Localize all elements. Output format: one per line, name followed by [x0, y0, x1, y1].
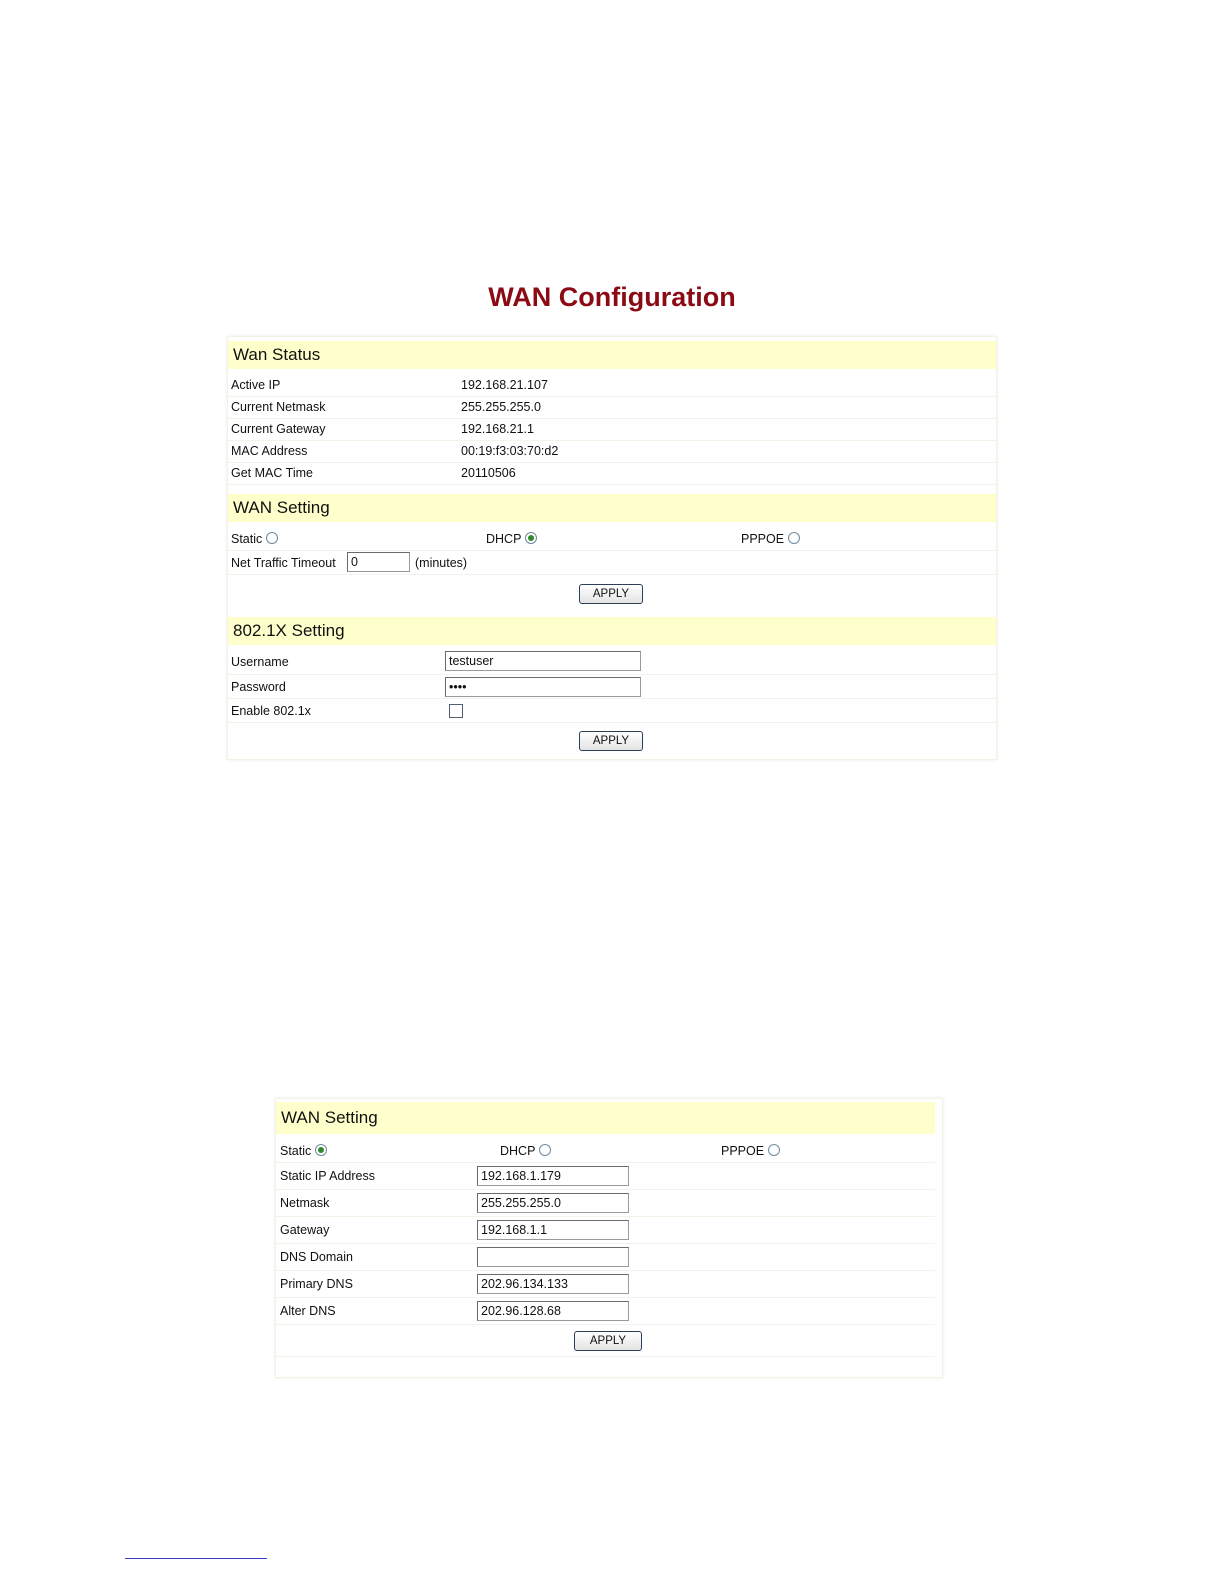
pppoe-radio[interactable] — [768, 1144, 780, 1156]
wan-mode-row — [276, 1139, 935, 1163]
status-value: 192.168.21.1 — [461, 422, 534, 436]
mode-label: DHCP — [500, 1144, 536, 1158]
status-label: Current Netmask — [231, 400, 326, 414]
status-row-mac — [228, 441, 996, 463]
static-wan-panel — [275, 1098, 943, 1378]
password-input[interactable] — [445, 677, 641, 697]
mode-label: DHCP — [486, 532, 522, 546]
dns-domain-input[interactable] — [477, 1247, 629, 1267]
netmask-input[interactable] — [477, 1193, 629, 1213]
alter-dns-input[interactable] — [477, 1301, 629, 1321]
status-label: Active IP — [231, 378, 281, 392]
page-title: WAN Configuration — [488, 282, 736, 312]
wan-apply-button[interactable]: APPLY — [579, 584, 643, 604]
mode-label: Static — [280, 1144, 312, 1158]
field-row-dns-domain — [276, 1244, 935, 1271]
mode-label: PPPOE — [721, 1144, 765, 1158]
field-label: Gateway — [280, 1223, 330, 1237]
field-label: Alter DNS — [280, 1304, 336, 1318]
field-row-netmask — [276, 1190, 935, 1217]
field-row-primary-dns — [276, 1271, 935, 1298]
status-value: 255.255.255.0 — [461, 400, 541, 414]
field-row-static-ip — [276, 1163, 935, 1190]
password-label: Password — [231, 680, 286, 694]
timeout-input[interactable] — [347, 552, 410, 572]
wan-setting-header: WAN Setting — [276, 1102, 935, 1134]
status-label: MAC Address — [231, 444, 308, 458]
status-label: Get MAC Time — [231, 466, 313, 480]
pppoe-radio[interactable] — [788, 532, 800, 544]
timeout-label: Net Traffic Timeout — [231, 556, 336, 570]
enable-8021x-label: Enable 802.1x — [231, 704, 311, 718]
wan-setting-header: WAN Setting — [228, 494, 996, 522]
static-radio[interactable] — [266, 532, 278, 544]
status-label: Current Gateway — [231, 422, 326, 436]
static-apply-row — [276, 1325, 935, 1357]
status-value: 20110506 — [461, 466, 516, 480]
status-row-mac-time — [228, 463, 996, 485]
password-row — [228, 675, 996, 699]
field-label: Primary DNS — [280, 1277, 353, 1291]
enable-8021x-checkbox[interactable] — [449, 704, 463, 718]
static-ip-input[interactable] — [477, 1166, 629, 1186]
dot1x-apply-row — [228, 723, 996, 755]
dhcp-radio[interactable] — [539, 1144, 551, 1156]
mode-option-pppoe[interactable] — [721, 1144, 780, 1158]
gateway-input[interactable] — [477, 1220, 629, 1240]
mode-label: Static — [231, 532, 263, 546]
timeout-unit: (minutes) — [415, 556, 468, 570]
wan-status-header: Wan Status — [228, 341, 996, 369]
status-value: 00:19:f3:03:70:d2 — [461, 444, 559, 458]
field-row-gateway — [276, 1217, 935, 1244]
mode-option-dhcp[interactable] — [500, 1144, 551, 1158]
status-row-gateway — [228, 419, 996, 441]
static-apply-button[interactable]: APPLY — [574, 1331, 642, 1351]
mode-option-dhcp[interactable] — [486, 532, 537, 546]
dhcp-radio[interactable] — [525, 532, 537, 544]
static-radio[interactable] — [315, 1144, 327, 1156]
username-label: Username — [231, 655, 289, 669]
username-input[interactable] — [445, 651, 641, 671]
field-row-alter-dns — [276, 1298, 935, 1325]
status-row-active-ip — [228, 375, 996, 397]
mode-option-static[interactable] — [231, 532, 278, 546]
mode-option-static[interactable] — [280, 1144, 327, 1158]
footnote-rule — [125, 1558, 267, 1559]
field-label: Static IP Address — [280, 1169, 375, 1183]
dot1x-setting-header: 802.1X Setting — [228, 617, 996, 645]
mode-label: PPPOE — [741, 532, 785, 546]
primary-dns-input[interactable] — [477, 1274, 629, 1294]
wan-apply-row — [228, 577, 996, 611]
status-value: 192.168.21.107 — [461, 378, 548, 392]
field-label: Netmask — [280, 1196, 330, 1210]
enable-8021x-row — [228, 699, 996, 723]
timeout-row — [228, 551, 996, 575]
status-row-netmask — [228, 397, 996, 419]
wan-mode-row — [228, 529, 996, 551]
wan-config-panel — [227, 336, 997, 760]
dot1x-apply-button[interactable]: APPLY — [579, 731, 643, 751]
field-label: DNS Domain — [280, 1250, 353, 1264]
mode-option-pppoe[interactable] — [741, 532, 800, 546]
username-row — [228, 649, 996, 675]
